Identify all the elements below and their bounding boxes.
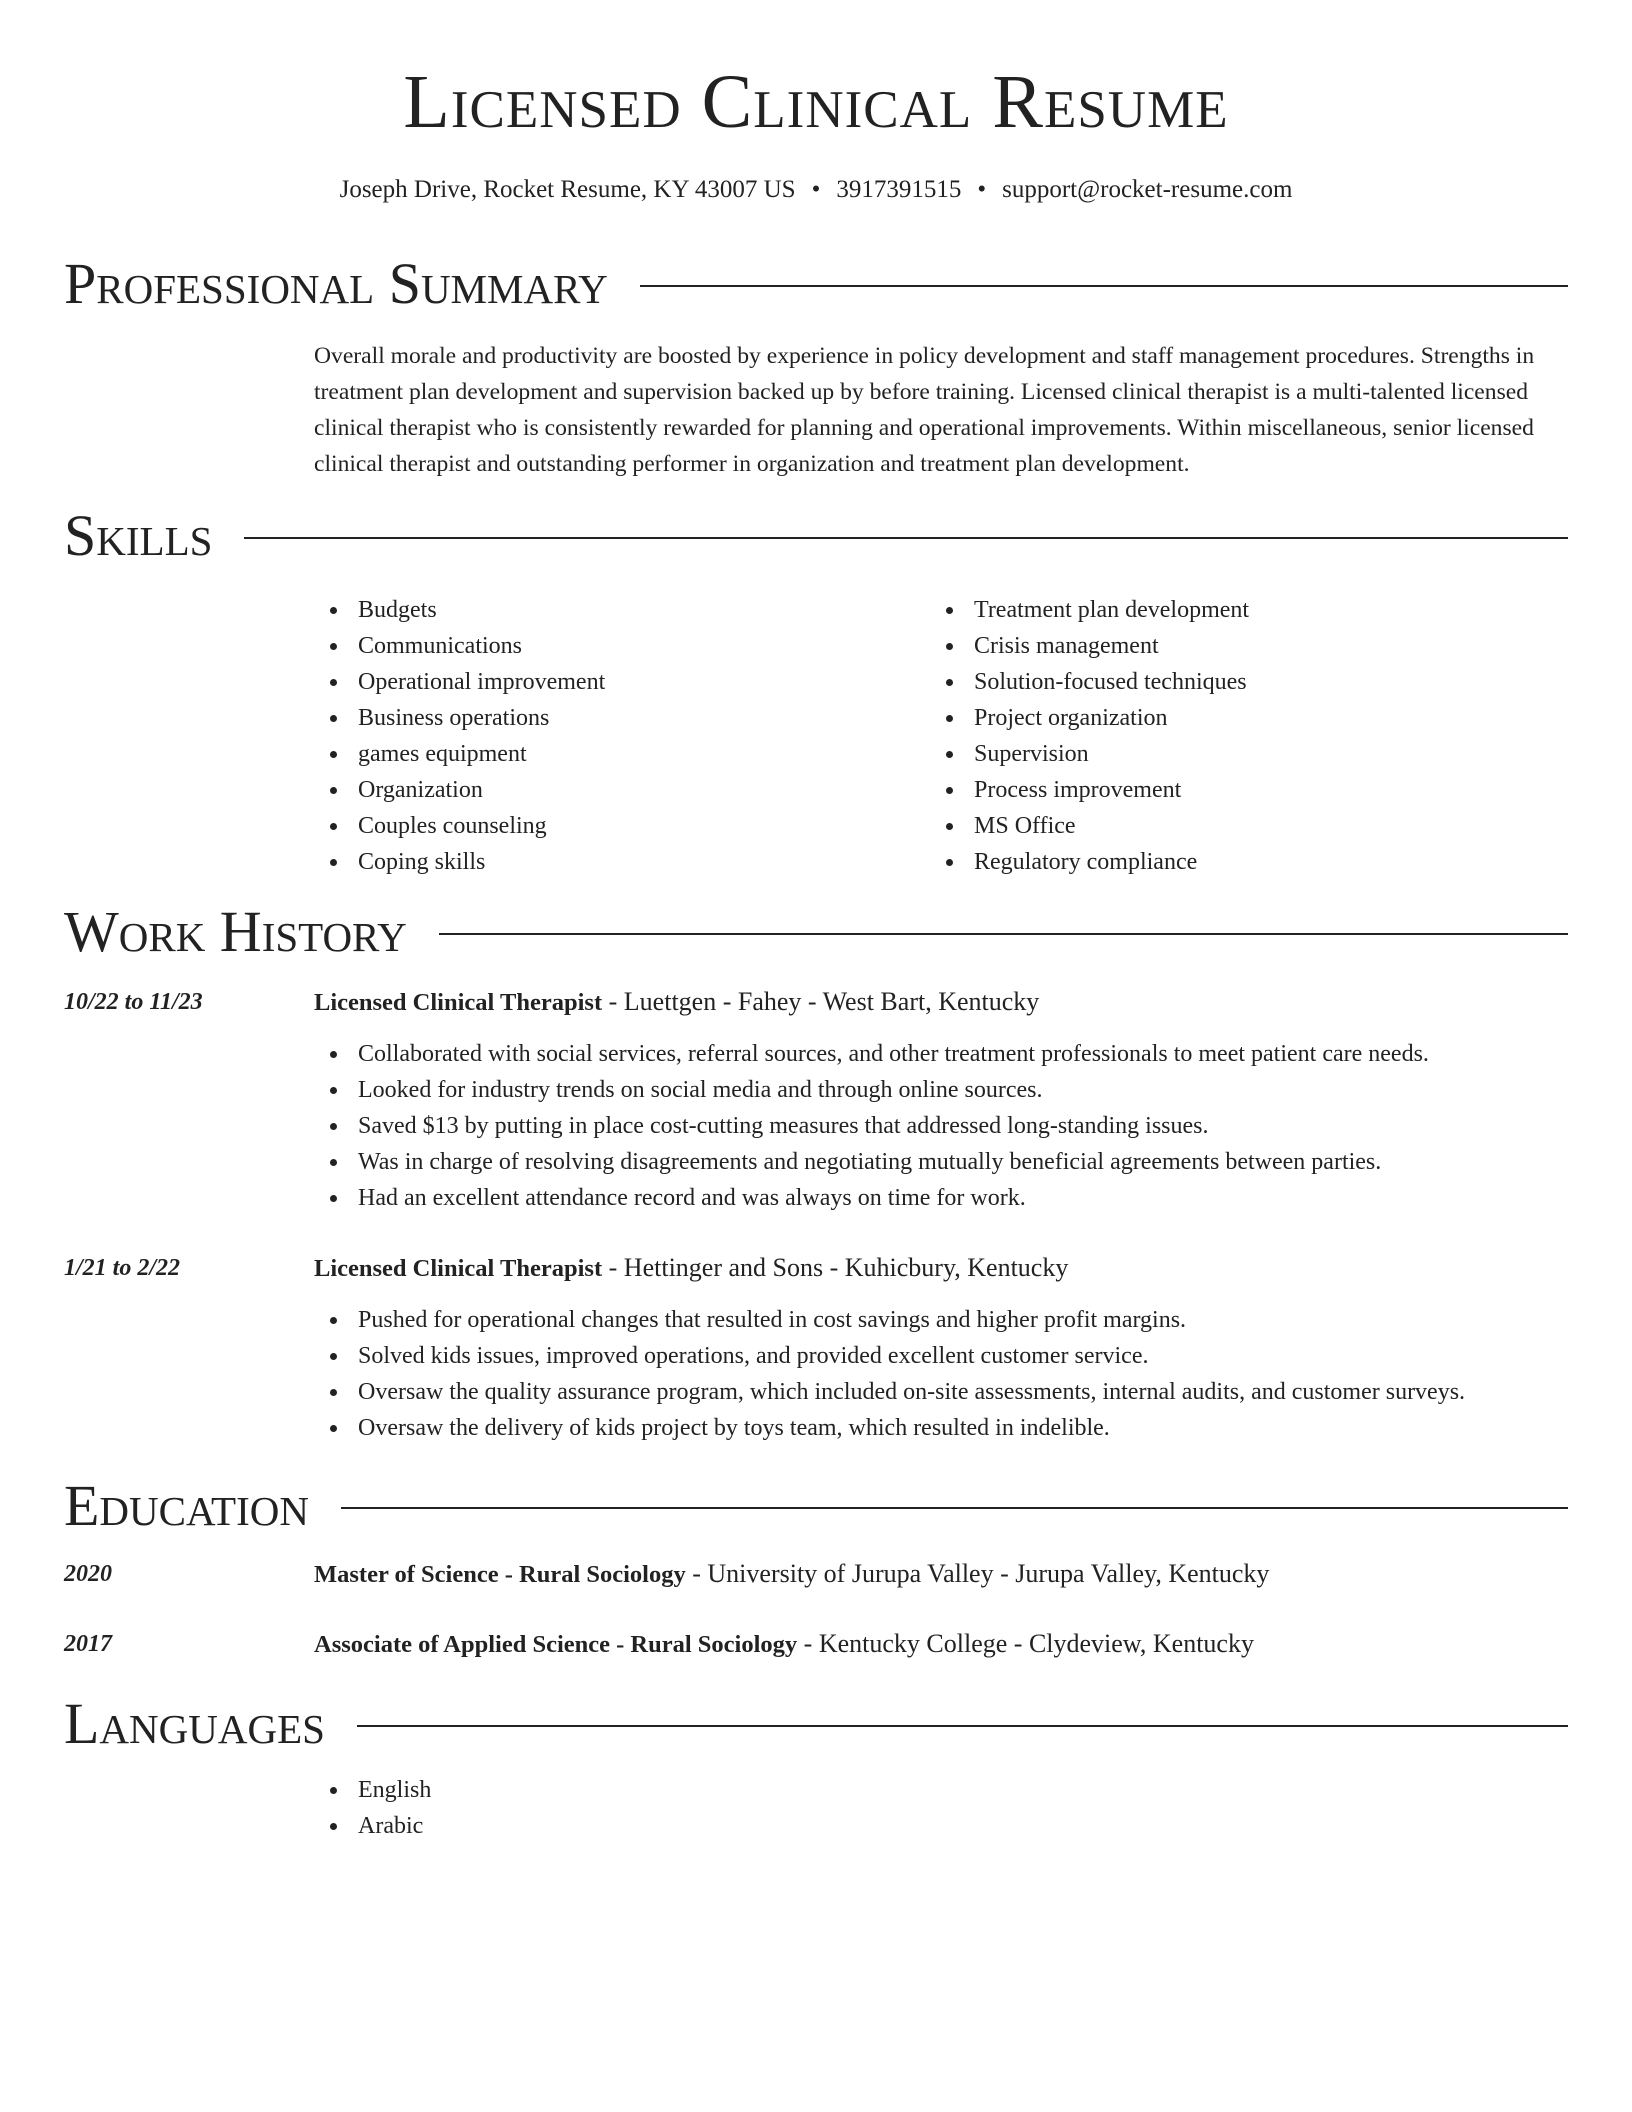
skill-item: Supervision	[930, 736, 1249, 772]
contact-separator: •	[811, 176, 821, 203]
skill-item: Crisis management	[930, 628, 1249, 664]
work-section-header	[64, 900, 1568, 964]
job-duties-list	[314, 1302, 1465, 1446]
languages-list	[314, 1772, 431, 1844]
contact-line	[0, 172, 1632, 208]
contact-email: support@rocket-resume.com	[1002, 176, 1293, 203]
job-duty: Was in charge of resolving disagreements and negotiating mutually beneficial agreements between parties.	[314, 1144, 1429, 1180]
job-header	[314, 984, 1039, 1021]
skill-item: Organization	[314, 772, 605, 808]
resume-title: Licensed Clinical Resume	[403, 60, 1229, 144]
skills-list-left	[314, 592, 605, 880]
skills-heading: Skills	[64, 503, 213, 568]
education-year: 2020	[64, 1561, 112, 1587]
education-degree: Associate of Applied Science - Rural Sociology	[314, 1631, 798, 1658]
job-duty: Oversaw the quality assurance program, which included on-site assessments, internal audits, and customer surveys.	[314, 1374, 1465, 1410]
skill-item: Solution-focused techniques	[930, 664, 1249, 700]
skill-item: Business operations	[314, 700, 605, 736]
job-duty: Solved kids issues, improved operations, and provided excellent customer service.	[314, 1338, 1465, 1374]
education-details: - University of Jurupa Valley - Jurupa Valley, Kentucky	[685, 1559, 1270, 1588]
skill-item: Budgets	[314, 592, 605, 628]
job-duty: Looked for industry trends on social media and through online sources.	[314, 1072, 1429, 1108]
summary-heading: Professional Summary	[64, 251, 608, 316]
education-details: - Kentucky College - Clydeview, Kentucky	[797, 1629, 1254, 1658]
skill-item: games equipment	[314, 736, 605, 772]
skill-item: Coping skills	[314, 844, 605, 880]
skill-item: MS Office	[930, 808, 1249, 844]
job-details: - Luettgen - Fahey - West Bart, Kentucky	[602, 987, 1040, 1016]
job-duties-list	[314, 1036, 1429, 1216]
languages-heading: Languages	[64, 1691, 325, 1756]
education-heading: Education	[64, 1473, 309, 1538]
job-duty: Collaborated with social services, referral sources, and other treatment professionals to meet patient care needs.	[314, 1036, 1429, 1072]
job-title: Licensed Clinical Therapist	[314, 1255, 603, 1282]
skill-item: Regulatory compliance	[930, 844, 1249, 880]
work-heading: Work History	[64, 899, 407, 964]
skill-item: Process improvement	[930, 772, 1249, 808]
education-entry	[314, 1556, 1269, 1593]
education-year: 2017	[64, 1631, 112, 1657]
job-title: Licensed Clinical Therapist	[314, 989, 603, 1016]
job-duty: Oversaw the delivery of kids project by toys team, which resulted in indelible.	[314, 1410, 1465, 1446]
contact-separator: •	[977, 176, 987, 203]
job-header	[314, 1250, 1068, 1287]
job-dates: 1/21 to 2/22	[64, 1255, 181, 1281]
summary-text: Overall morale and productivity are boosted by experience in policy development and staff management procedures. Strengths in treatment plan development and supervision backed up by before training. Licensed clinical therapist is a multi-talented licensed clinical therapist who is consistently rewarded for planning and operational improvements. Within miscellaneous, senior licensed clinical therapist and outstanding performer in organization and treatment plan development.	[314, 343, 1535, 477]
skill-item: Project organization	[930, 700, 1249, 736]
education-degree: Master of Science - Rural Sociology	[314, 1561, 686, 1588]
job-duty: Saved $13 by putting in place cost-cutting measures that addressed long-standing issues.	[314, 1108, 1429, 1144]
language-item: English	[314, 1772, 431, 1808]
job-duty: Had an excellent attendance record and was always on time for work.	[314, 1180, 1429, 1216]
job-dates: 10/22 to 11/23	[64, 989, 203, 1015]
skills-list-right	[930, 592, 1249, 880]
summary-section-header	[64, 252, 1568, 316]
skill-item: Communications	[314, 628, 605, 664]
skill-item: Operational improvement	[314, 664, 605, 700]
skill-item: Couples counseling	[314, 808, 605, 844]
language-item: Arabic	[314, 1808, 431, 1844]
section-divider	[439, 933, 1568, 935]
section-divider	[357, 1725, 1568, 1727]
languages-section-header	[64, 1692, 1568, 1756]
contact-address: Joseph Drive, Rocket Resume, KY 43007 US	[339, 176, 796, 203]
section-divider	[640, 285, 1568, 287]
skill-item: Treatment plan development	[930, 592, 1249, 628]
job-details: - Hettinger and Sons - Kuhicbury, Kentucky	[602, 1253, 1069, 1282]
job-duty: Pushed for operational changes that resulted in cost savings and higher profit margins.	[314, 1302, 1465, 1338]
skills-section-header	[64, 504, 1568, 568]
education-section-header	[64, 1474, 1568, 1538]
education-entry	[314, 1626, 1254, 1663]
section-divider	[341, 1507, 1568, 1509]
section-divider	[244, 537, 1568, 539]
contact-phone: 3917391515	[836, 176, 962, 203]
